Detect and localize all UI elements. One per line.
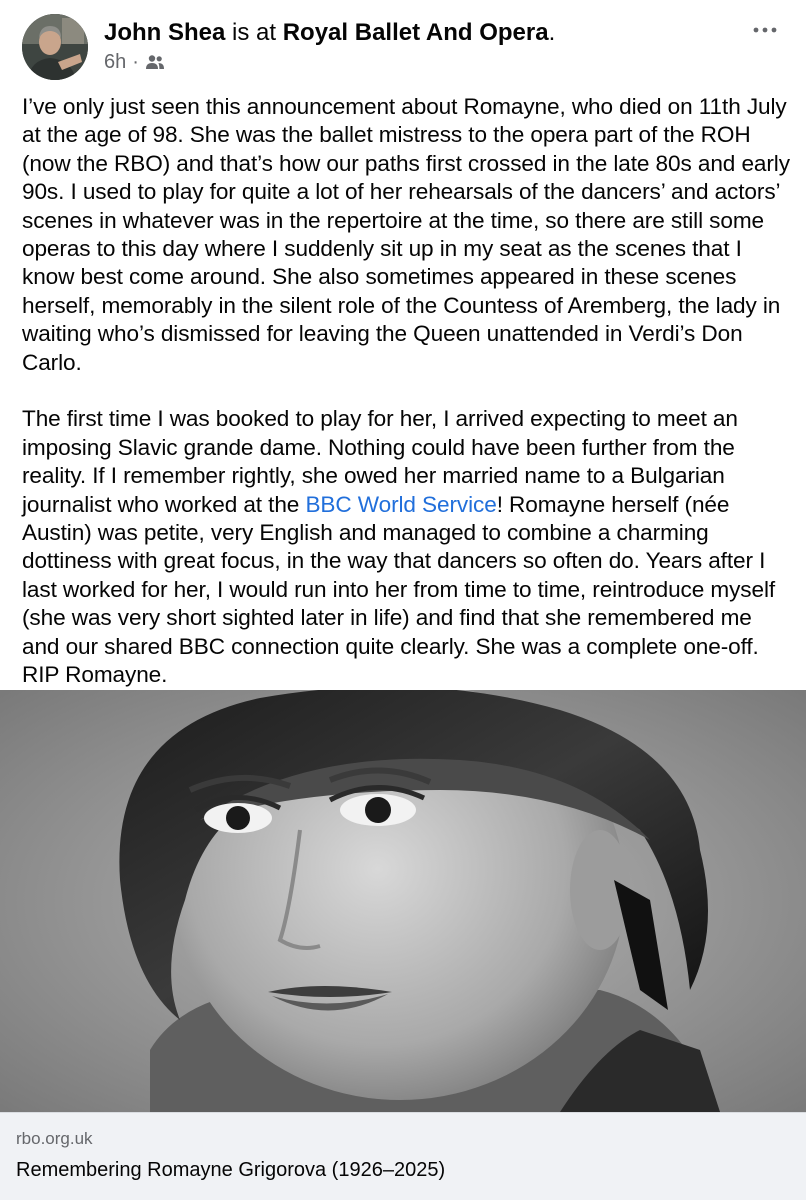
link-preview-photo[interactable] [0, 690, 806, 1112]
meta-separator: · [132, 51, 139, 73]
post-timestamp[interactable]: 6h [104, 51, 127, 73]
post-meta [104, 50, 165, 74]
paragraph-2-text-after: ! Romayne herself (née Austin) was petite, very English and managed to combine a charming dottiness with great focus, in the way that dancers so often do. Years after I last worked for her, I would run into her from time to time, reintroduce myself (she was very short sighted later in life) and find that she remembered me and our shared BBC connection quite clearly. She was a complete one-off. RIP Romayne. [22, 491, 776, 688]
checkin-text: is at [225, 19, 283, 46]
portrait-photo [0, 690, 806, 1112]
author-line [104, 18, 555, 48]
post-header [22, 14, 784, 82]
post-paragraph-2 [22, 405, 794, 689]
more-icon [753, 27, 777, 33]
link-preview-domain: rbo.org.uk [16, 1129, 93, 1148]
post-paragraph-1: I’ve only just seen this announcement about Romayne, who died on 11th July at the age of 98. She was the ballet mistress to the opera part of the ROH (now the RBO) and that’s how our paths first crossed in the late 80s and early 90s. I used to play for quite a lot of her rehearsals of the dancers’ and actors’ scenes in whatever was in the repertoire at the time, so there are still some operas to this day where I suddenly sit up in my seat as the scenes that I know best come around. She also sometimes appeared in these scenes herself, memorably in the silent role of the Countess of Aremberg, the lady in waiting who’s dismissed for leaving the Queen unattended in Verdi’s Don Carlo. [22, 94, 790, 375]
link-preview-title: Remembering Romayne Grigorova (1926–2025) [16, 1159, 446, 1181]
author-avatar-image [22, 14, 88, 80]
link-preview-card[interactable] [0, 1112, 806, 1200]
author-avatar[interactable] [22, 14, 88, 80]
more-options-button[interactable] [750, 18, 780, 42]
post-body [22, 93, 794, 690]
location-name[interactable]: Royal Ballet And Opera [282, 19, 549, 46]
bbc-world-service-link[interactable]: BBC World Service [305, 491, 497, 517]
author-name[interactable]: John Shea [104, 19, 226, 46]
location-suffix: . [548, 19, 556, 46]
paragraph-2-text-before: The first time I was booked to play for her, I arrived expecting to meet an imposing Slavic grande dame. Nothing could have been further from the reality. If I remember rightly, she owed her married name to a Bulgarian journalist who worked at the [22, 406, 738, 517]
friends-icon[interactable] [145, 54, 165, 70]
